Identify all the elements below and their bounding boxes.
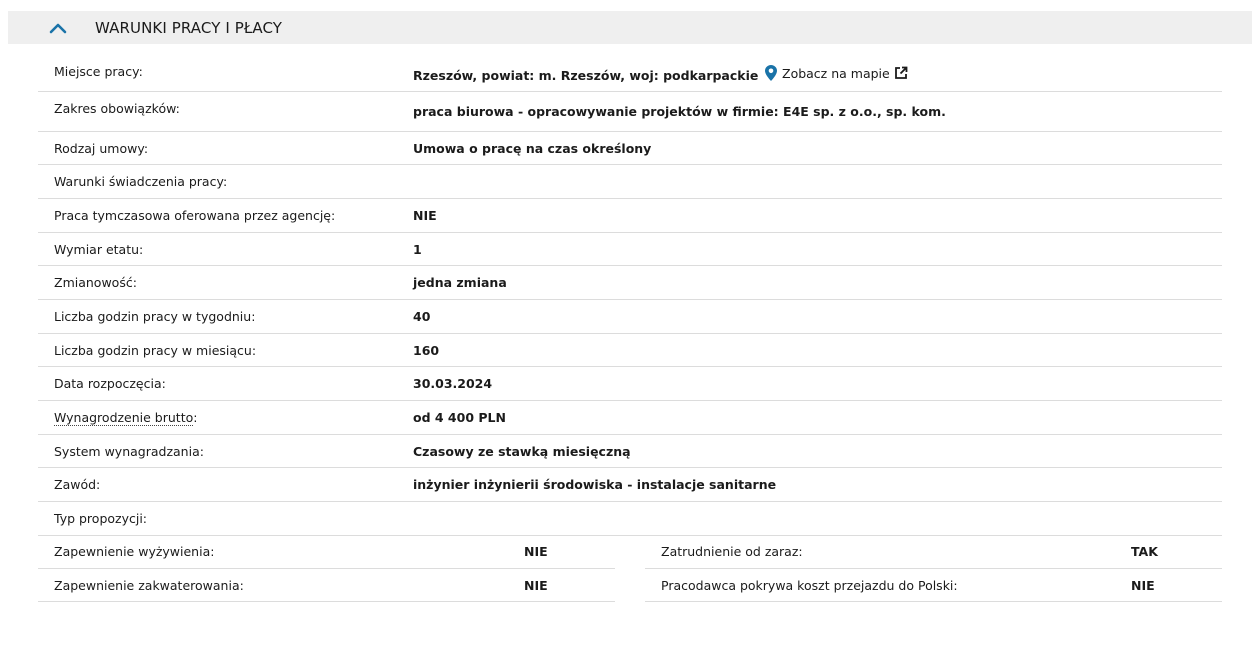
detail-value: NIE [524, 578, 548, 593]
detail-value: NIE [413, 208, 437, 223]
detail-label: Warunki świadczenia pracy: [54, 174, 228, 189]
detail-label: Praca tymczasowa oferowana przez agencję: [54, 208, 336, 223]
detail-label: Zawód: [54, 477, 101, 492]
detail-value: jedna zmiana [413, 275, 507, 290]
detail-value: 160 [413, 343, 440, 358]
detail-row-koszt-przejazdu [645, 569, 1222, 602]
detail-value: Rzeszów, powiat: m. Rzeszów, woj: podkarpackie [413, 68, 759, 83]
detail-label: Liczba godzin pracy w miesiącu: [54, 343, 257, 358]
detail-label: Pracodawca pokrywa koszt przejazdu do Polski: [661, 578, 958, 593]
detail-value: inżynier inżynierii środowiska - instalacje sanitarne [413, 477, 777, 492]
view-on-map-link[interactable] [765, 65, 908, 81]
detail-value: NIE [1131, 578, 1155, 593]
detail-row-data-rozpoczecia [38, 367, 1222, 401]
detail-label [54, 410, 197, 425]
detail-label: Rodzaj umowy: [54, 141, 149, 156]
detail-row-system-wynagradzania [38, 435, 1222, 468]
detail-value: Czasowy ze stawką miesięczną [413, 444, 631, 459]
detail-label: Zakres obowiązków: [54, 101, 180, 116]
detail-label: System wynagradzania: [54, 444, 204, 459]
section-header[interactable] [8, 11, 1252, 44]
detail-label: Liczba godzin pracy w tygodniu: [54, 309, 256, 324]
detail-value: TAK [1131, 544, 1158, 559]
detail-value: od 4 400 PLN [413, 410, 506, 425]
detail-row-zawod [38, 468, 1222, 502]
view-on-map-label: Zobacz na mapie [782, 65, 890, 81]
chevron-up-icon [49, 22, 67, 34]
detail-value: 40 [413, 309, 431, 324]
detail-row-wyzywienie [38, 535, 615, 569]
detail-value: NIE [524, 544, 548, 559]
detail-label: Zmianowość: [54, 275, 137, 290]
detail-row-rodzaj-umowy [38, 132, 1222, 165]
detail-label: Miejsce pracy: [54, 64, 143, 79]
detail-value: Umowa o pracę na czas określony [413, 141, 652, 156]
collapse-button[interactable] [44, 14, 72, 42]
detail-row-godziny-tydzien [38, 300, 1222, 334]
split-column-right [645, 535, 1222, 602]
detail-row-zakres-obowiazkow [38, 92, 1222, 132]
detail-row-praca-tymczasowa [38, 199, 1222, 233]
detail-label: Typ propozycji: [54, 511, 148, 526]
detail-row-godziny-miesiac [38, 334, 1222, 367]
detail-row-wynagrodzenie [38, 401, 1222, 435]
detail-row-zakwaterowanie [38, 569, 615, 602]
details-table [38, 55, 1222, 536]
split-column-left [38, 535, 615, 602]
detail-label: Wymiar etatu: [54, 242, 144, 257]
salary-tooltip-term[interactable]: Wynagrodzenie brutto [54, 410, 194, 425]
detail-label: Data rozpoczęcia: [54, 376, 166, 391]
detail-value: 1 [413, 242, 422, 257]
map-pin-icon [765, 65, 777, 81]
detail-label: Zapewnienie wyżywienia: [54, 544, 215, 559]
external-link-icon [894, 66, 908, 80]
detail-value: 30.03.2024 [413, 376, 493, 391]
detail-row-typ-propozycji [38, 502, 1222, 536]
detail-row-warunki-swiadczenia [38, 165, 1222, 199]
section-title: WARUNKI PRACY I PŁACY [95, 18, 283, 37]
detail-row-zmianowosc [38, 266, 1222, 300]
detail-row-zatrudnienie-od-zaraz [645, 535, 1222, 569]
detail-row-wymiar-etatu [38, 233, 1222, 266]
detail-label: Zatrudnienie od zaraz: [661, 544, 803, 559]
detail-value: praca biurowa - opracowywanie projektów w firmie: E4E sp. z o.o., sp. kom. [413, 104, 946, 119]
detail-label: Zapewnienie zakwaterowania: [54, 578, 244, 593]
label-colon: : [193, 410, 198, 425]
detail-row-miejsce-pracy [38, 55, 1222, 92]
